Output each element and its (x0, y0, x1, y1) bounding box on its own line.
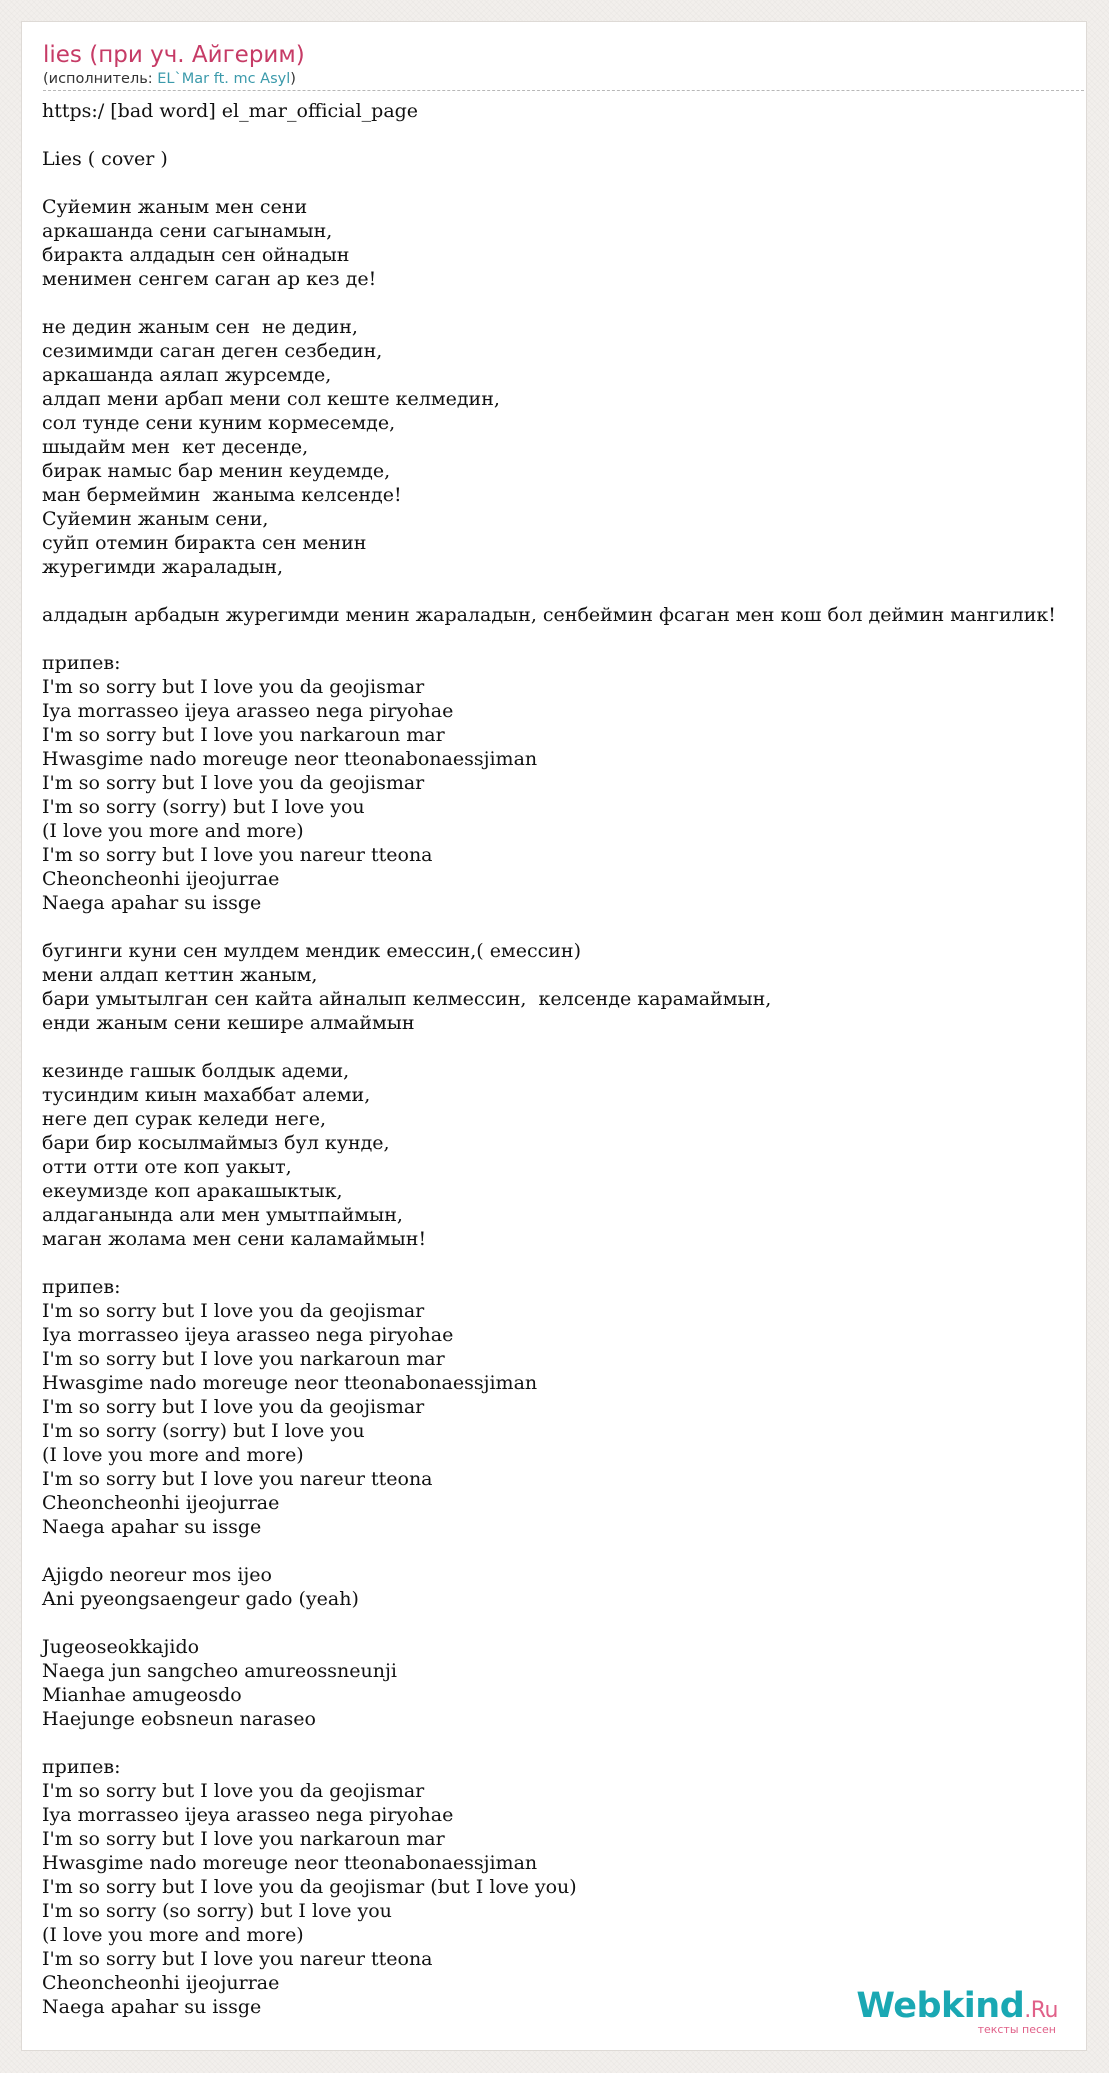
lyric-line: сол тунде сени куним кормесемде, (42, 412, 396, 434)
lyric-line: Naega apahar su issge (42, 1516, 262, 1538)
lyric-line: (I love you more and more) (42, 1924, 304, 1946)
lyric-line: Суйемин жаным сени, (42, 508, 269, 530)
performer-suffix: ) (290, 71, 296, 87)
lyric-line: Iya morrasseo ijeya arasseo nega piryohae (42, 1324, 454, 1346)
lyric-line: I'm so sorry (sorry) but I love you (42, 1420, 365, 1442)
lyric-line: Naega jun sangcheo amureossneunji (42, 1660, 397, 1682)
lyric-line: екеумизде коп аракашыктык, (42, 1180, 343, 1202)
lyric-line: I'm so sorry (so sorry) but I love you (42, 1900, 392, 1922)
lyric-line: Lies ( cover ) (42, 148, 168, 170)
lyric-blank-line (42, 291, 1087, 315)
performer-line (43, 70, 1087, 88)
lyric-line: журегимди жараладын, (42, 556, 284, 578)
lyric-line: Naega apahar su issge (42, 892, 262, 914)
lyric-line: I'm so sorry but I love you da geojismar (42, 1396, 425, 1418)
lyric-blank-line (42, 1035, 1087, 1059)
lyric-line: маган жолама мен сени каламаймын! (42, 1228, 427, 1250)
lyric-line: I'm so sorry but I love you da geojismar (but I love you) (42, 1876, 577, 1898)
lyric-line: I'm so sorry but I love you da geojismar (42, 676, 425, 698)
lyric-line: Суйемин жаным мен сени (42, 196, 308, 218)
lyric-line: мени алдап кеттин жаным, (42, 964, 318, 986)
lyric-blank-line (42, 1611, 1087, 1635)
lyric-line: аркашанда аялап журсемде, (42, 364, 332, 386)
lyric-line: припев: (42, 652, 121, 674)
lyric-line: припев: (42, 1276, 121, 1298)
lyric-line: I'm so sorry but I love you nareur tteona (42, 844, 433, 866)
lyric-blank-line (42, 579, 1087, 603)
performer-link[interactable]: EL`Mar ft. mc Asyl (157, 71, 291, 87)
lyric-line: https:/ [bad word] el_mar_official_page (42, 100, 419, 122)
lyric-line: аркашанда сени сагынамын, (42, 220, 333, 242)
lyric-line: суйп отемин биракта сен менин (42, 532, 367, 554)
lyric-blank-line (42, 123, 1087, 147)
lyric-line: Naega apahar su issge (42, 1996, 262, 2018)
song-header (43, 40, 1087, 88)
lyric-line: биракта алдадын сен ойнадын (42, 244, 350, 266)
lyric-line: I'm so sorry but I love you nareur tteona (42, 1948, 433, 1970)
lyric-line: Cheoncheonhi ijeojurrae (42, 868, 280, 890)
lyric-line: Hwasgime nado moreuge neor tteonabonaessjiman (42, 748, 538, 770)
lyric-line: Hwasgime nado moreuge neor tteonabonaessjiman (42, 1852, 538, 1874)
lyric-line: Ajigdo neoreur mos ijeo (42, 1564, 272, 1586)
lyrics-page (21, 21, 1087, 2051)
site-logo[interactable] (856, 1987, 1058, 2036)
lyric-blank-line (42, 915, 1087, 939)
lyric-line: I'm so sorry but I love you narkaroun mar (42, 1828, 445, 1850)
lyric-line: тусиндим киын махаббат алеми, (42, 1084, 371, 1106)
logo-tld: .Ru (1024, 1998, 1058, 2023)
lyric-line: Mianhae amugeosdo (42, 1684, 242, 1706)
lyrics-text (42, 99, 1087, 2019)
lyric-line: I'm so sorry but I love you nareur tteona (42, 1468, 433, 1490)
lyric-line: Hwasgime nado moreuge neor tteonabonaessjiman (42, 1372, 538, 1394)
logo-tagline: тексты песен (977, 2023, 1056, 2036)
lyric-line: Iya morrasseo ijeya arasseo nega piryohae (42, 1804, 454, 1826)
lyric-line: сезимимди саган деген сезбедин, (42, 340, 383, 362)
header-divider (43, 90, 1087, 91)
lyric-blank-line (42, 171, 1087, 195)
lyric-line: неге деп сурак келеди неге, (42, 1108, 326, 1130)
lyric-line: кезинде гашык болдык адеми, (42, 1060, 350, 1082)
lyric-line: (I love you more and more) (42, 820, 304, 842)
lyric-blank-line (42, 1251, 1087, 1275)
lyric-line: Cheoncheonhi ijeojurrae (42, 1972, 280, 1994)
lyric-line: I'm so sorry but I love you narkaroun mar (42, 724, 445, 746)
lyric-line: Iya morrasseo ijeya arasseo nega piryohae (42, 700, 454, 722)
lyric-line: не дедин жаным сен не дедин, (42, 316, 358, 338)
performer-prefix: (исполнитель: (43, 71, 158, 87)
lyric-line: припев: (42, 1756, 121, 1778)
lyric-blank-line (42, 627, 1087, 651)
lyric-line: енди жаным сени кешире алмаймын (42, 1012, 415, 1034)
lyric-line: (I love you more and more) (42, 1444, 304, 1466)
lyric-line: ман бермеймин жаныма келсенде! (42, 484, 402, 506)
lyric-line: I'm so sorry (sorry) but I love you (42, 796, 365, 818)
lyric-line: Cheoncheonhi ijeojurrae (42, 1492, 280, 1514)
song-title: lies (при уч. Айгерим) (43, 42, 305, 68)
lyric-line: шыдайм мен кет десенде, (42, 436, 309, 458)
lyric-line: бугинги куни сен мулдем мендик емессин,( емессин) (42, 940, 581, 962)
lyric-blank-line (42, 1731, 1087, 1755)
lyric-line: бари умытылган сен кайта айналып келмессин, келсенде карамаймын, (42, 988, 772, 1010)
lyric-line: Haejunge eobsneun naraseo (42, 1708, 316, 1730)
lyric-blank-line (42, 1539, 1087, 1563)
logo-main-text: Webkind (856, 1986, 1025, 2026)
lyric-line: алдап мени арбап мени сол кеште келмедин, (42, 388, 500, 410)
lyric-line: бари бир косылмаймыз бул кунде, (42, 1132, 390, 1154)
lyric-line: отти отти оте коп уакыт, (42, 1156, 292, 1178)
lyric-line: I'm so sorry but I love you da geojismar (42, 1300, 425, 1322)
lyric-line: Jugeoseokkajido (42, 1636, 200, 1658)
lyric-line: бирак намыс бар менин кеудемде, (42, 460, 391, 482)
lyric-line: алдадын арбадын журегимди менин жараладын, сенбеймин фсаган мен кош бол деймин мангилик! (42, 604, 1056, 626)
lyric-line: алдаганында али мен умытпаймын, (42, 1204, 403, 1226)
lyric-line: менимен сенгем саган ар кез де! (42, 268, 377, 290)
lyric-line: I'm so sorry but I love you da geojismar (42, 772, 425, 794)
lyric-line: I'm so sorry but I love you da geojismar (42, 1780, 425, 1802)
lyric-line: Ani pyeongsaengeur gado (yeah) (42, 1588, 359, 1610)
lyric-line: I'm so sorry but I love you narkaroun mar (42, 1348, 445, 1370)
